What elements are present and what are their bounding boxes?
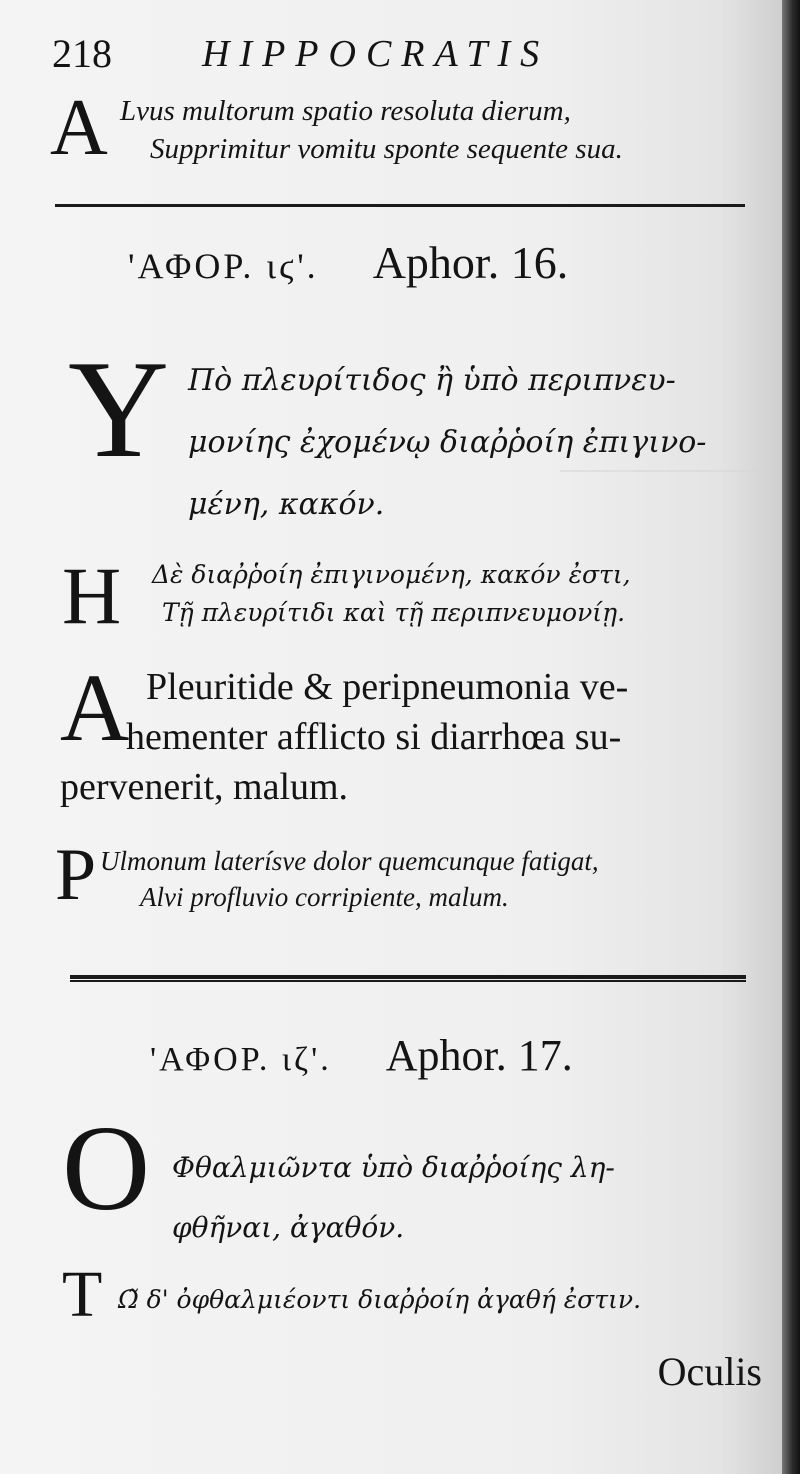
book-spine-shadow <box>782 0 800 1474</box>
verse-line: Alvi profluvio corripiente, malum. <box>140 882 509 912</box>
top-verse-initial: A <box>50 84 108 172</box>
greek-line: Φθαλμιῶντα ὑπὸ διαῤῥοίης λη- <box>172 1151 615 1184</box>
greek-line: Πὸ πλευρίτιδος ἢ ὑπὸ περιπνευ- <box>188 363 676 398</box>
greek-variant-line: Δὲ διαῤῥοίη ἐπιγινομένη, κακόν ἐστι, <box>152 560 631 589</box>
greek-line: μονίης ἐχομένῳ διαῤῥοίη ἐπιγινο- <box>188 425 707 460</box>
greek-variant-17 <box>118 1282 641 1318</box>
latin-line: hementer afflicto si diarrhœa su- <box>126 716 622 758</box>
verse-16 <box>100 843 599 915</box>
aphorism-16-heading <box>128 236 568 289</box>
greek-initial-omicron: Ο <box>62 1101 151 1236</box>
section-rule-double <box>70 975 746 982</box>
top-verse-line: Supprimitur vomitu sponte sequente sua. <box>150 133 623 165</box>
heading-latin: Aphor. 17. <box>385 1031 573 1080</box>
top-verse-line: Lvus multorum spatio resoluta dierum, <box>120 95 571 127</box>
page-header <box>52 30 692 90</box>
aphorism-17-heading <box>150 1030 573 1081</box>
greek-text-17 <box>172 1138 615 1258</box>
greek-initial-eta: Η <box>62 550 122 641</box>
latin-text-16 <box>60 654 629 812</box>
greek-initial-upsilon: Υ <box>68 332 170 487</box>
heading-latin: Aphor. 16. <box>372 237 569 288</box>
greek-initial-tau: Τ <box>62 1258 103 1331</box>
section-rule <box>55 204 745 207</box>
greek-line: μένη, κακόν. <box>188 487 385 522</box>
running-title: HIPPOCRATIS <box>202 33 550 75</box>
greek-line: φθῆναι, ἀγαθόν. <box>172 1211 405 1244</box>
latin-line: Pleuritide & peripneumonia ve- <box>146 666 629 708</box>
greek-text-16 <box>188 350 706 536</box>
catchword: Oculis <box>657 1349 762 1394</box>
page-number: 218 <box>52 31 112 76</box>
latin-line: pervenerit, malum. <box>60 766 349 808</box>
verse-initial-p: P <box>55 834 97 916</box>
heading-greek: 'ΑΦΟΡ. ιϛ'. <box>128 246 319 286</box>
latin-initial-a: A <box>60 654 130 761</box>
verse-line: Ulmonum laterísve dolor quemcunque fatigat, <box>100 846 599 876</box>
heading-greek: 'ΑΦΟΡ. ιζ'. <box>150 1041 332 1078</box>
greek-variant-16 <box>152 556 631 632</box>
greek-variant-line: Τῇ πλευρίτιδι καὶ τῇ περιπνευμονίῃ. <box>162 598 626 627</box>
top-verse <box>120 92 623 168</box>
greek-variant-line: Ω̃ δ' ὀφθαλμιέοντι διαῤῥοίη ἀγαθή ἐστιν. <box>118 1285 642 1314</box>
